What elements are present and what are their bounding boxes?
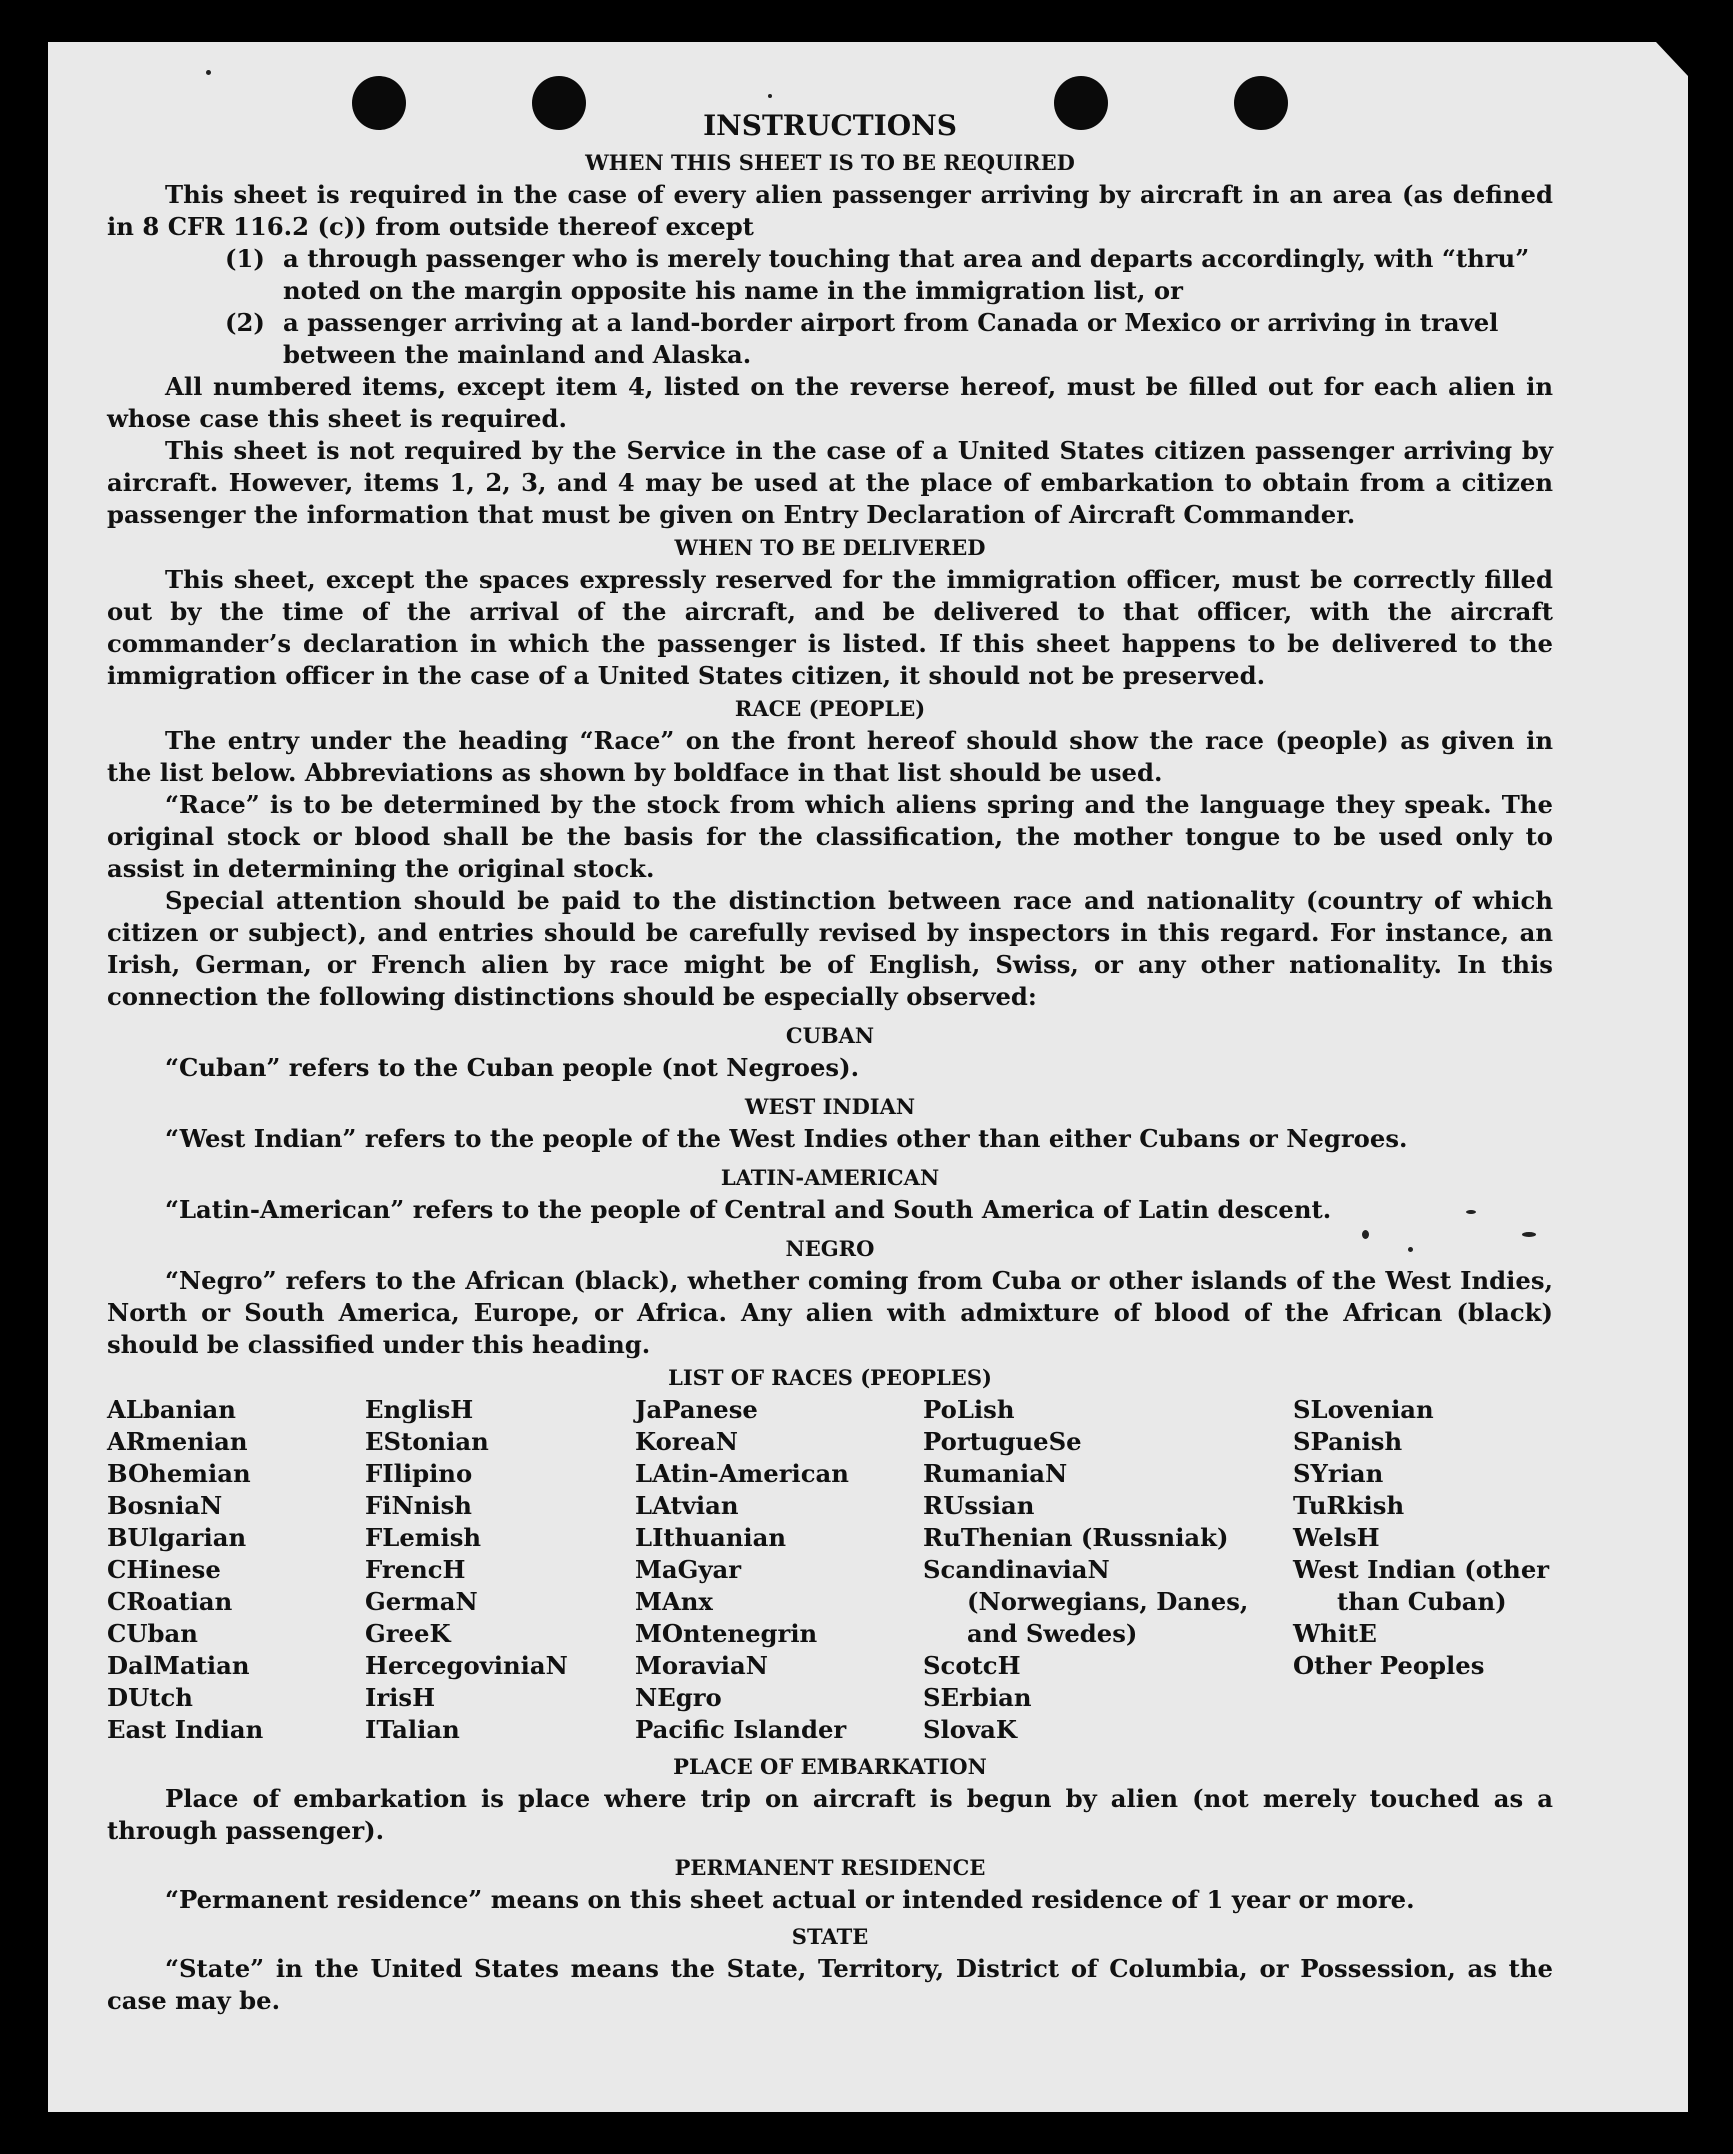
heading-race: RACE (PEOPLE) xyxy=(734,696,926,721)
race-entry: FrencH xyxy=(365,1555,466,1584)
heading-residence: PERMANENT RESIDENCE xyxy=(674,1855,986,1880)
race-column xyxy=(635,1394,923,1746)
race-column xyxy=(1293,1394,1553,1746)
race-entry: RUssian xyxy=(923,1491,1035,1520)
race-entry: MAnx xyxy=(635,1587,713,1616)
race-column xyxy=(923,1394,1293,1746)
race-entry: WelsH xyxy=(1293,1523,1380,1552)
heading-list-of-races: LIST OF RACES (PEOPLES) xyxy=(668,1365,992,1390)
heading-state: STATE xyxy=(791,1924,869,1949)
race-entry: SYrian xyxy=(1293,1459,1384,1488)
race-entry: BosniaN xyxy=(107,1491,223,1520)
race-entry: Pacific Islander xyxy=(635,1715,847,1744)
heading-cuban: CUBAN xyxy=(785,1023,875,1048)
speck xyxy=(206,70,211,75)
race-entry: ALbanian xyxy=(107,1395,236,1424)
race-entry: TuRkish xyxy=(1293,1491,1405,1520)
heading-embarkation: PLACE OF EMBARKATION xyxy=(673,1754,987,1779)
race-entry: SlovaK xyxy=(923,1715,1017,1744)
race-entry: LAtin-American xyxy=(635,1459,849,1488)
race-entry: ScandinaviaN (Norwegians, Danes, and Swedes) xyxy=(923,1555,1249,1648)
paragraph: Place of embarkation is place where trip on aircraft is begun by alien (not merely touched as a through passenger). xyxy=(107,1784,1553,1845)
speck xyxy=(768,94,772,98)
paragraph: This sheet is required in the case of every alien passenger arriving by aircraft in an area (as defined in 8 CFR 116.2 (c)) from outside thereof except xyxy=(107,180,1553,241)
paragraph: This sheet is not required by the Service in the case of a United States citizen passenger arriving by aircraft. However, items 1, 2, 3, and 4 may be used at the place of embarkation to obtain from a citizen passenger the information that must be given on Entry Declaration of Aircraft Commander. xyxy=(107,436,1553,529)
race-entry: GermaN xyxy=(365,1587,478,1616)
race-entry: FLemish xyxy=(365,1523,482,1552)
race-list xyxy=(107,1394,1553,1746)
race-column xyxy=(107,1394,365,1746)
race-entry: PoLish xyxy=(923,1395,1015,1424)
paragraph: All numbered items, except item 4, listed on the reverse hereof, must be filled out for each alien in whose case this sheet is required. xyxy=(107,372,1553,433)
race-entry: RuThenian (Russniak) xyxy=(923,1523,1229,1552)
race-entry: CHinese xyxy=(107,1555,221,1584)
paragraph: “Cuban” refers to the Cuban people (not Negroes). xyxy=(165,1053,860,1082)
race-entry: EStonian xyxy=(365,1427,489,1456)
paragraph: “State” in the United States means the State, Territory, District of Columbia, or Possession, as the case may be. xyxy=(107,1954,1553,2015)
paragraph: “Permanent residence” means on this sheet actual or intended residence of 1 year or more. xyxy=(165,1885,1415,1914)
race-column xyxy=(365,1394,635,1746)
paragraph: “Negro” refers to the African (black), whether coming from Cuba or other islands of the West Indies, North or South America, Europe, or Africa. Any alien with admixture of blood of the African (black) should be classified under this heading. xyxy=(107,1266,1553,1359)
race-entry: HercegoviniaN xyxy=(365,1651,568,1680)
race-entry: MoraviaN xyxy=(635,1651,768,1680)
race-entry: GreeK xyxy=(365,1619,451,1648)
item-number: (2) xyxy=(225,308,265,337)
race-entry: KoreaN xyxy=(635,1427,739,1456)
heading-delivered: WHEN TO BE DELIVERED xyxy=(674,535,986,560)
race-entry: DUtch xyxy=(107,1683,193,1712)
race-entry: West Indian (other than Cuban) xyxy=(1293,1555,1550,1616)
page-title: INSTRUCTIONS xyxy=(703,109,957,142)
race-entry: JaPanese xyxy=(635,1395,758,1424)
instructions-content xyxy=(107,106,1553,2017)
heading-west-indian: WEST INDIAN xyxy=(744,1094,916,1119)
paragraph: The entry under the heading “Race” on the front hereof should show the race (people) as given in the list below. Abbreviations as shown by boldface in that list should be used. xyxy=(107,726,1553,787)
race-entry: ITalian xyxy=(365,1715,460,1744)
heading-negro: NEGRO xyxy=(785,1236,875,1261)
race-entry: NEgro xyxy=(635,1683,722,1712)
race-entry: LIthuanian xyxy=(635,1523,787,1552)
race-entry: BUlgarian xyxy=(107,1523,247,1552)
item-number: (1) xyxy=(225,244,265,273)
race-entry: ARmenian xyxy=(107,1427,248,1456)
race-entry: FiNnish xyxy=(365,1491,472,1520)
race-entry: EnglisH xyxy=(365,1395,474,1424)
race-entry: RumaniaN xyxy=(923,1459,1068,1488)
race-entry: East Indian xyxy=(107,1715,264,1744)
race-entry: CRoatian xyxy=(107,1587,233,1616)
race-entry: PortugueSe xyxy=(923,1427,1082,1456)
race-entry: MaGyar xyxy=(635,1555,742,1584)
item-text: a through passenger who is merely touching that area and departs accordingly, with “thru” noted on the margin opposite his name in the immigration list, or xyxy=(283,244,1530,305)
heading-latin-american: LATIN-AMERICAN xyxy=(720,1165,940,1190)
list-item xyxy=(107,243,1553,307)
paragraph: Special attention should be paid to the distinction between race and nationality (country of which citizen or subject), and entries should be carefully revised by inspectors in this regard. For instance, an Irish, German, or French alien by race might be of English, Swiss, or any other nationality. In this connection the following distinctions should be especially observed: xyxy=(107,886,1553,1011)
race-entry: CUban xyxy=(107,1619,198,1648)
race-entry: SErbian xyxy=(923,1683,1032,1712)
paragraph: “Latin-American” refers to the people of Central and South America of Latin descent. xyxy=(165,1195,1332,1224)
race-entry: IrisH xyxy=(365,1683,436,1712)
race-entry: Other Peoples xyxy=(1293,1651,1485,1680)
race-entry: LAtvian xyxy=(635,1491,739,1520)
race-entry: FIlipino xyxy=(365,1459,473,1488)
race-entry: WhitE xyxy=(1293,1619,1377,1648)
race-entry: SLovenian xyxy=(1293,1395,1434,1424)
list-item xyxy=(107,307,1553,371)
heading-required: WHEN THIS SHEET IS TO BE REQUIRED xyxy=(585,150,1075,175)
item-text: a passenger arriving at a land-border airport from Canada or Mexico or arriving in travel between the mainland and Alaska. xyxy=(283,308,1499,369)
race-entry: BOhemian xyxy=(107,1459,251,1488)
paragraph: This sheet, except the spaces expressly reserved for the immigration officer, must be correctly filled out by the time of the arrival of the aircraft, and be delivered to that officer, with the aircraft commander’s declaration in which the passenger is listed. If this sheet happens to be delivered to the immigration officer in the case of a United States citizen, it should not be preserved. xyxy=(107,565,1553,690)
paragraph: “West Indian” refers to the people of the West Indies other than either Cubans or Negroes. xyxy=(165,1124,1408,1153)
paragraph: “Race” is to be determined by the stock from which aliens spring and the language they speak. The original stock or blood shall be the basis for the classification, the mother tongue to be used only to assist in determining the original stock. xyxy=(107,790,1553,883)
race-entry: ScotcH xyxy=(923,1651,1021,1680)
race-entry: MOntenegrin xyxy=(635,1619,818,1648)
race-entry: SPanish xyxy=(1293,1427,1403,1456)
race-entry: DalMatian xyxy=(107,1651,250,1680)
